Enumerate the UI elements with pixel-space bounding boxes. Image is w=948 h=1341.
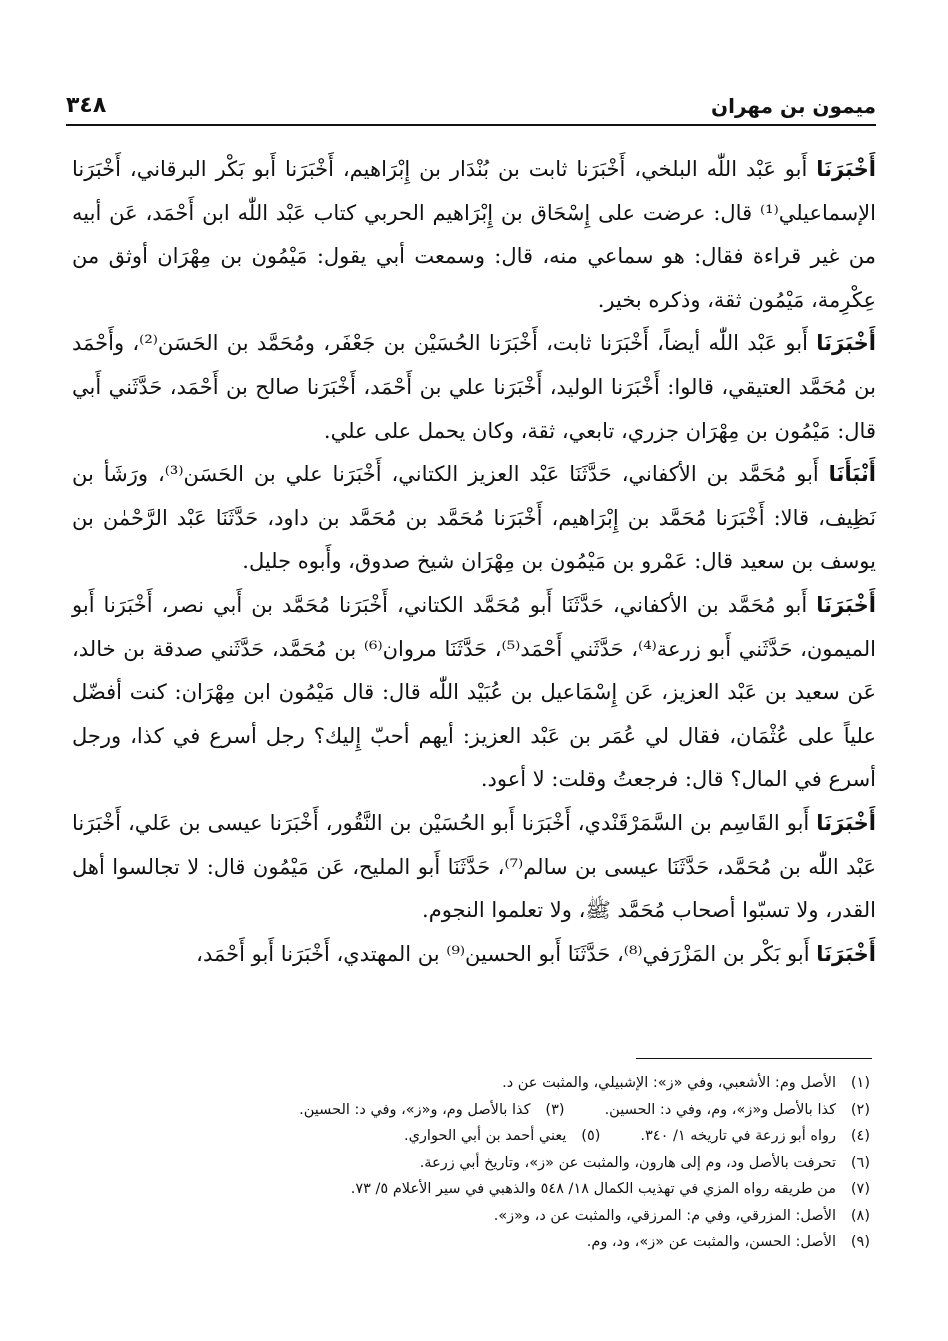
- footnote-text: تحرفت بالأصل ود، وم إلى هارون، والمثبت عن «ز»، وتاريخ أبي زرعة.: [419, 1154, 836, 1171]
- paragraph-3: [72, 453, 876, 584]
- footnote-text: الأصل: المزرقي، وفي م: المرزقي، والمثبت عن د، و«ز».: [493, 1207, 836, 1224]
- footnote-row: [110, 1097, 870, 1124]
- footnotes: [110, 1070, 870, 1256]
- footnote-text: كذا بالأصل و«ز»، وم، وفي د: الحسين.: [604, 1101, 836, 1118]
- page-header: [66, 88, 876, 126]
- footnote-number: (٥): [581, 1128, 601, 1144]
- main-text: [72, 148, 876, 976]
- footnote-number: (٢): [850, 1101, 870, 1118]
- footnote-row: [110, 1203, 870, 1230]
- footnote-text: رواه أبو زرعة في تاريخه ١/ ٣٤٠.: [640, 1128, 836, 1144]
- footnote-number: (٦): [850, 1154, 870, 1171]
- footnote-number: (٣): [545, 1101, 565, 1118]
- footnote-text: كذا بالأصل وم، و«ز»، وفي د: الحسين.: [299, 1101, 531, 1118]
- paragraph-lead: أَخْبَرَنَا: [816, 810, 876, 835]
- paragraph-text: أَبو عَبْد اللّٰه أيضاً، أَخْبَرَنا ثابت، أَخْبَرَنا الحُسَيْن بن جَعْفَر، ومُحَمَّد بن الحَسَن⁽²⁾، وأَحْمَد بن مُحَمَّد العتيقي، قالوا: أَخْبَرَنا الوليد، أَخْبَرَنا علي بن أَحْمَد، أَخْبَرَنا صالح بن أَحْمَد، حَدَّثَني أَبي قال: مَيْمُون بن مِهْرَان جزري، تابعي، ثقة، وكان يحمل على علي.: [72, 331, 876, 443]
- paragraph-lead: أَخْبَرَنَا: [816, 941, 876, 966]
- footnote-text: الأصل وم: الأشعبي، وفي «ز»: الإشبيلي، والمثبت عن د.: [502, 1075, 836, 1091]
- footnote-row: [110, 1123, 870, 1150]
- footnote-number: (٤): [850, 1128, 870, 1144]
- footnote-text: يعني أحمد بن أبي الحواري.: [403, 1128, 567, 1144]
- footnote-5: [404, 1123, 600, 1150]
- footnote-3: [299, 1097, 564, 1124]
- footnote-number: (٨): [850, 1207, 870, 1224]
- paragraph-text: أَبو عَبْد اللّٰه البلخي، أَخْبَرَنا ثابت بن بُنْدَار بن إِبْرَاهيم، أَخْبَرَنا أَبو بَكْر البرقاني، أَخْبَرَنا الإسماعيلي⁽¹⁾ قال: عرضت على إِسْحَاق بن إِبْرَاهيم الحربي كتاب عَبْد اللّٰه ابن أَحْمَد، عَن أبيه من غير قراءة فقال: هو سماعي منه، قال: وسمعت أبي يقول: مَيْمُون بن مِهْرَان أوثق من عِكْرِمة، مَيْمُون ثقة، وذكره بخير.: [72, 157, 876, 312]
- footnote-number: (٩): [850, 1234, 870, 1250]
- footnote-number: (١): [850, 1075, 870, 1091]
- paragraph-2: [72, 322, 876, 453]
- paragraph-lead: أَخْبَرَنَا: [816, 157, 876, 181]
- footnote-4: [640, 1123, 870, 1150]
- page-number: ٣٤٨: [66, 93, 107, 118]
- footnote-2: [605, 1097, 870, 1124]
- footnote-text: الأصل: الحسن، والمثبت عن «ز»، ود، وم.: [586, 1234, 836, 1250]
- paragraph-text: أَبو بَكْر بن المَزْرَفي⁽⁸⁾، حَدَّثَنَا أَبو الحسين⁽⁹⁾ بن المهتدي، أَخْبَرَنا أَبو أَحْمَد،: [196, 941, 817, 966]
- footnote-row: [110, 1176, 870, 1203]
- paragraph-lead: أَنْبَأَنَا: [828, 462, 876, 487]
- footnote-row: [110, 1229, 870, 1256]
- footnote-1: [502, 1070, 870, 1097]
- footnote-text: من طريقه رواه المزي في تهذيب الكمال ١٨/ ٥٤٨ والذهبي في سير الأعلام ٥/ ٧٣.: [350, 1181, 836, 1197]
- footnote-number: (٧): [850, 1181, 870, 1197]
- paragraph-6: [72, 933, 876, 977]
- footnote-8: [494, 1203, 870, 1230]
- footnote-divider: [636, 1058, 872, 1059]
- footnote-row: [110, 1150, 870, 1177]
- paragraph-5: [72, 802, 876, 933]
- paragraph-text: أَبو مُحَمَّد بن الأكفاني، حَدَّثَنَا أَبو مُحَمَّد الكتاني، أَخْبَرَنا مُحَمَّد بن أَبي نصر، أَخْبَرَنا أَبو الميمون، حَدَّثَني أَبو زرعة⁽⁴⁾، حَدَّثَني أَحْمَد⁽⁵⁾، حَدَّثَنَا مروان⁽⁶⁾ بن مُحَمَّد، حَدَّثَني صدقة بن خالد، عَن سعيد بن عَبْد العزيز، عَن إِسْمَاعيل بن عُبَيْد اللّٰه قال: قال مَيْمُون ابن مِهْرَان: كنت أفضّل علياً على عُثْمَان، فقال لي عُمَر بن عَبْد العزيز: أيهم أحبّ إِليك؟ رجل أسرع في كذا، ورجل أسرع في المال؟ قال: فرجعتُ وقلت: لا أعود.: [72, 592, 876, 792]
- paragraph-text: أَبو مُحَمَّد بن الأكفاني، حَدَّثَنَا عَبْد العزيز الكتاني، أَخْبَرَنا علي بن الحَسَن⁽³⁾، ورَشَأ بن نَظِيف، قالا: أَخْبَرَنا مُحَمَّد بن إِبْرَاهيم، أَخْبَرَنا مُحَمَّد بن مُحَمَّد بن داود، حَدَّثَنَا عَبْد الرَّحْمٰن بن يوسف بن سعيد قال: عَمْرو بن مَيْمُون بن مِهْرَان شيخ صدوق، وأَبوه جليل.: [72, 462, 876, 574]
- footnote-9: [587, 1229, 870, 1256]
- footnote-row: [110, 1070, 870, 1097]
- paragraph-4: [72, 584, 876, 802]
- paragraph-lead: أَخْبَرَنَا: [816, 331, 876, 356]
- footnote-6: [420, 1150, 870, 1177]
- running-title: ميمون بن مهران: [711, 94, 876, 118]
- paragraph-lead: أَخْبَرَنَا: [816, 592, 876, 617]
- footnote-7: [351, 1176, 870, 1203]
- paragraph-1: [72, 148, 876, 322]
- paragraph-text: أَبو القَاسِم بن السَّمَرْقَنْدي، أَخْبَرَنا أَبو الحُسَيْن بن النَّقُور، أَخْبَرَنا عيسى بن عَلي، أَخْبَرَنا عَبْد اللّٰه بن مُحَمَّد، حَدَّثَنَا عيسى بن سالم⁽⁷⁾، حَدَّثَنَا أَبو المليح، عَن مَيْمُون قال: لا تجالسوا أهل القدر، ولا تسبّوا أصحاب مُحَمَّد ﷺ، ولا تعلموا النجوم.: [72, 810, 876, 923]
